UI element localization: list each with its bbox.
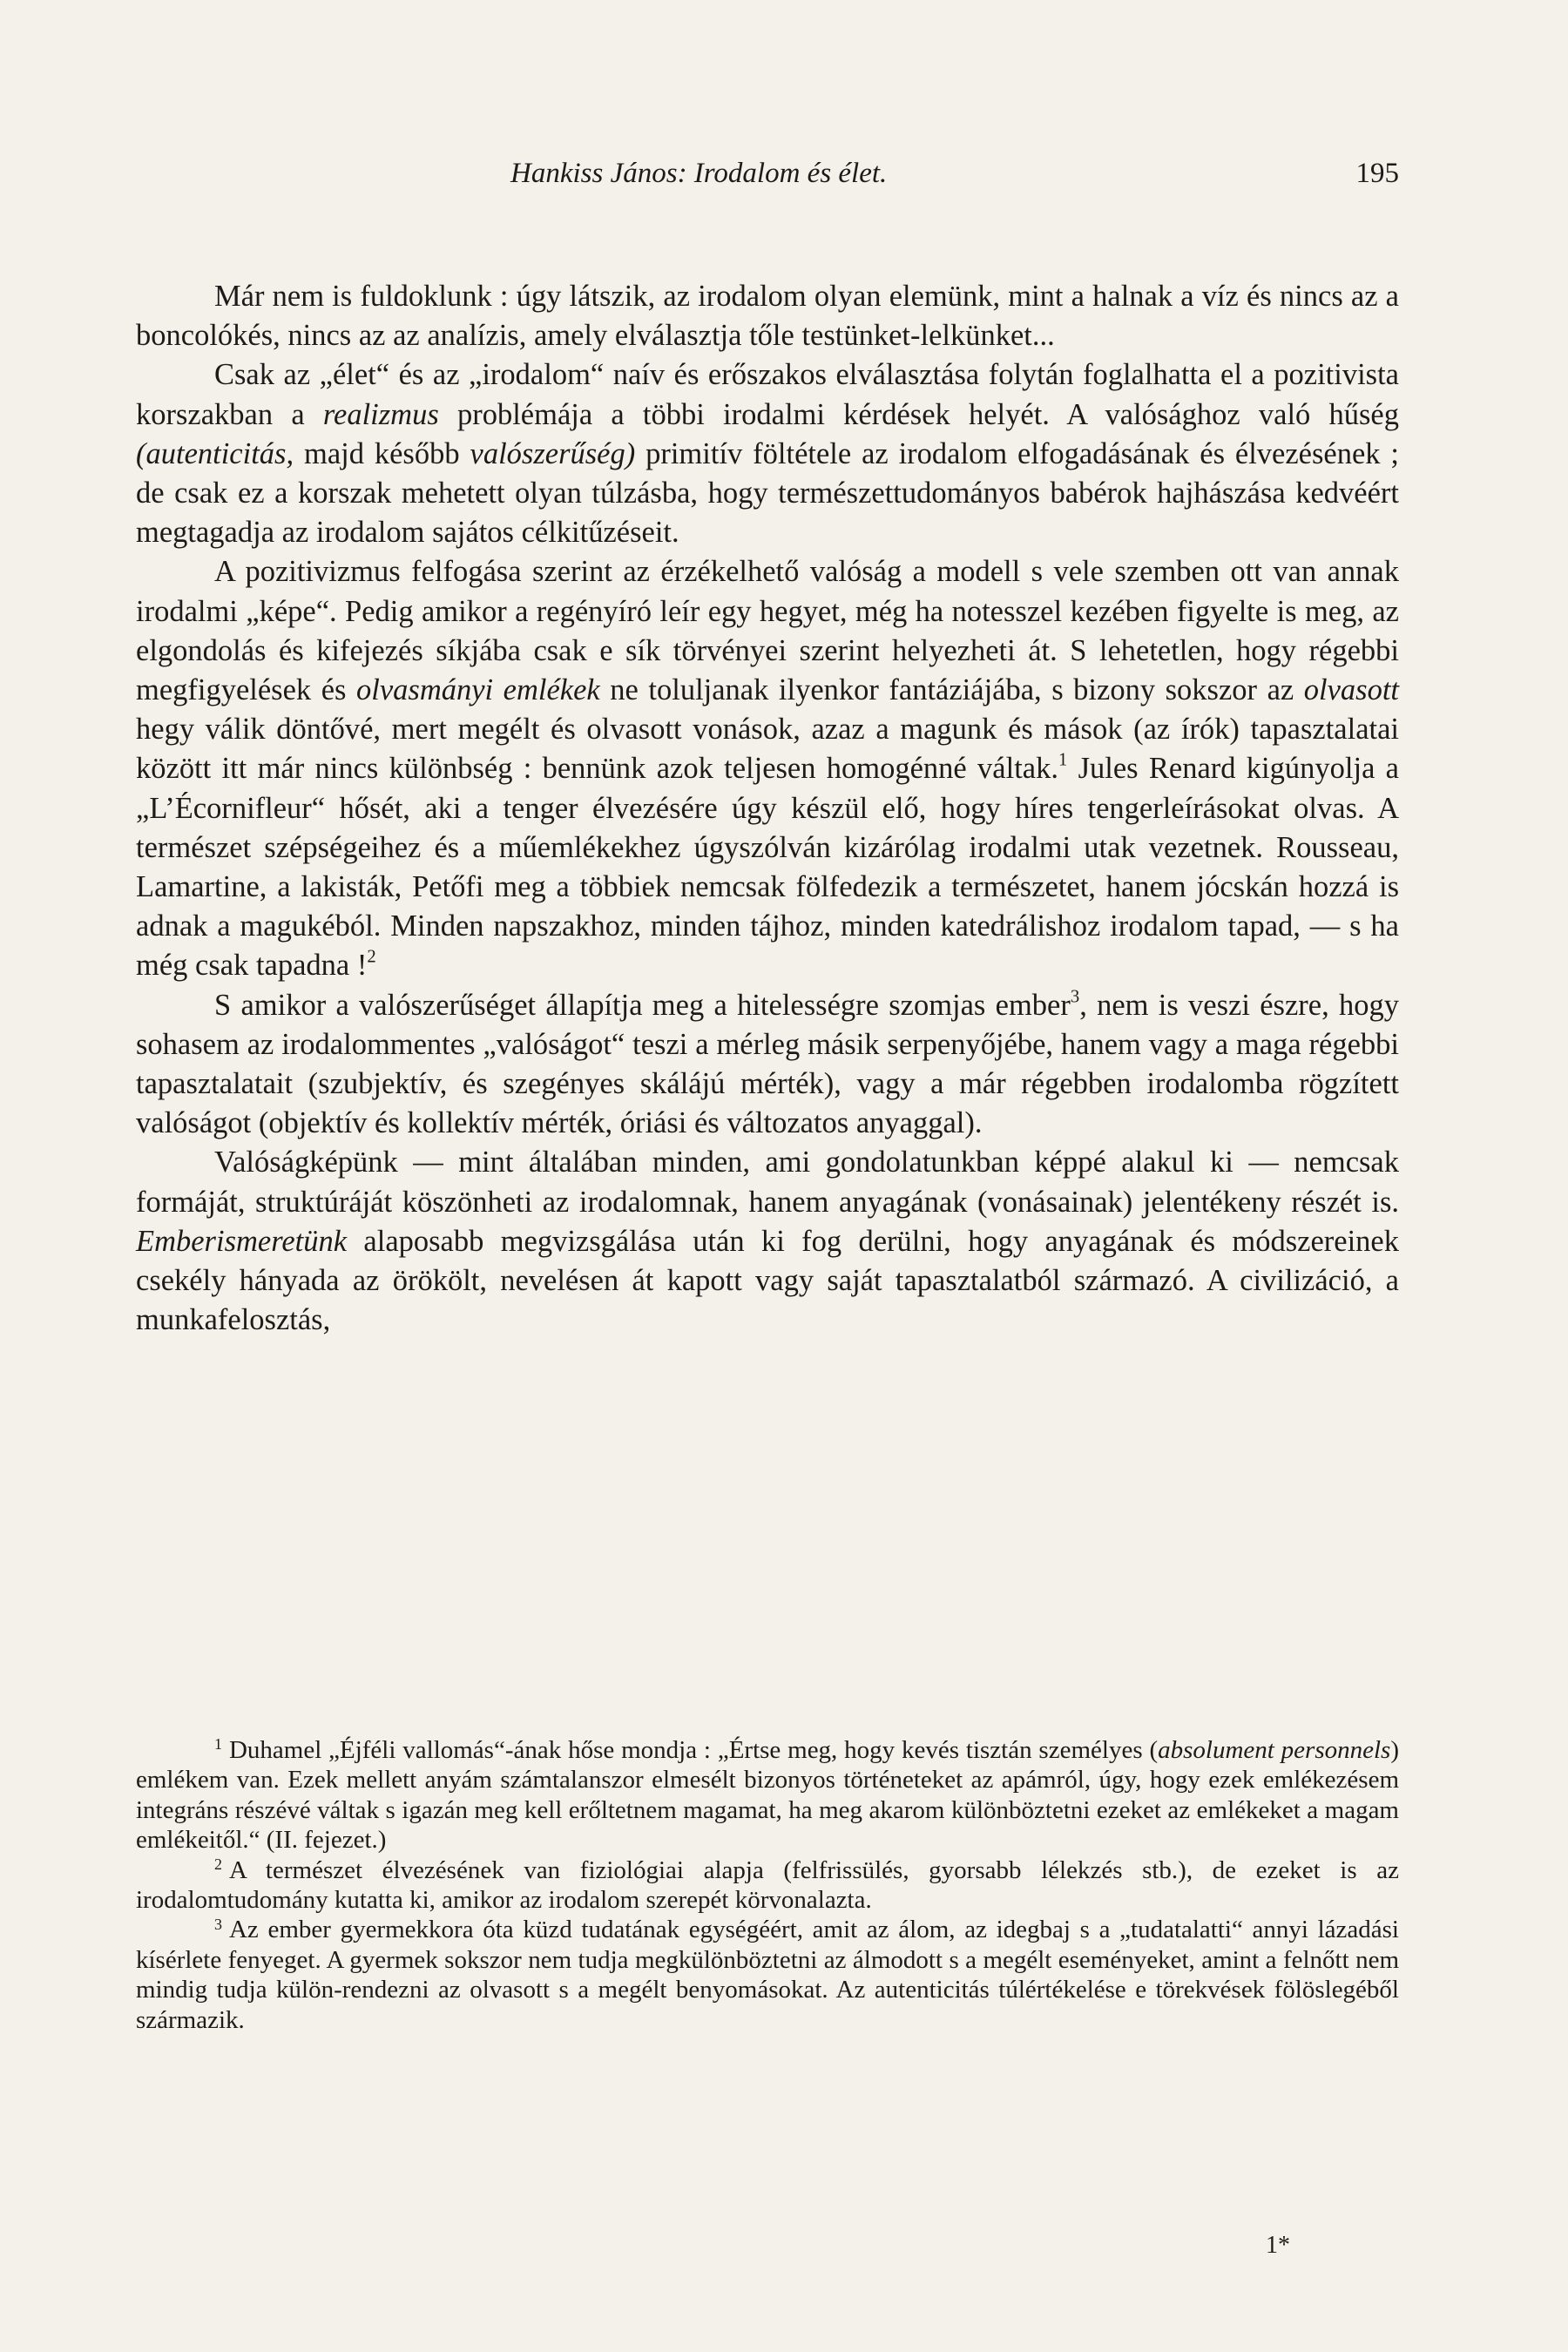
p3-text-c: hegy válik döntővé, mert megélt és olvasott vonások, azaz a magunk és mások (az írók) tapasztalatai között itt már nincs különbség : bennünk azok teljesen homogénné váltak. (136, 713, 1399, 786)
footnote-ref-2: 2 (367, 947, 376, 967)
p2-italic-realizmus: realizmus (322, 397, 439, 431)
footnote-3-mark: 3 (214, 1915, 222, 1933)
paragraph-5 (136, 1143, 1399, 1340)
p2-italic-autenticitas: (autenticitás, (136, 436, 294, 470)
p4-text-a: S amikor a valószerűséget állapítja meg a hitelességre szomjas ember (214, 988, 1071, 1022)
footnote-1-text-a: Duhamel „Éjféli vallomás“-ának hőse mondja : „Értse meg, hogy kevés tisztán személyes ( (228, 1736, 1159, 1764)
footnote-2-text: A természet élvezésének van fiziológiai alapja (felfrissülés, gyorsabb lélekzés stb.), de ezeket is az irodalomtudomány kutatta ki, amikor az irodalom szerepét körvonalazta. (136, 1855, 1399, 1915)
body-text (136, 277, 1399, 1340)
p3-text-d: Jules Renard kigúnyolja a „L’Écornifleur“ hősét, aki a tenger élvezésére úgy készül elő, hogy híres tengerleírásokat olvas. A természet szépségeihez és a műemlékekhez úgyszólván kizárólag irodalmi utak vezetnek. Rousseau, Lamartine, a lakisták, Petőfi meg a többiek nemcsak fölfedezik a természetet, hanem jócskán hozzá is adnak a magukéból. Minden napszakhoz, minden tájhoz, minden katedrálishoz irodalom tapad, — s ha még csak tapadna ! (136, 752, 1399, 983)
printer-signature-mark: 1* (1266, 2232, 1290, 2259)
p3-italic-olvasott: olvasott (1303, 673, 1399, 707)
footnote-2 (136, 1855, 1399, 1916)
paragraph-3 (136, 552, 1399, 985)
p2-text-b: problémája a többi irodalmi kérdések helyét. A valósághoz való hűség (438, 397, 1399, 431)
p5-text-a: Valóságképünk — mint általában minden, ami gondolatunkban képpé alakul ki — nemcsak formáját, struktúráját köszönheti az irodalomnak, hanem anyagának (vonásainak) jelentékeny részét is. (136, 1146, 1399, 1219)
footnote-3-text: Az ember gyermekkora óta küzd tudatának egységéért, amit az álom, az idegbaj s a „tudatalatti“ annyi lázadási kísérlete fenyeget. A gyermek sokszor nem tudja megkülönböztetni az álmodott s a megélt eseményeket, amint a felnőtt nem mindig tudja külön-rendezni az olvasott s a megélt benyomásokat. Az autenticitás túlértékelése e törekvések fölöslegéből származik. (136, 1916, 1399, 2034)
page-number: 195 (1355, 158, 1399, 189)
footnote-1-text-b: ) emlékem van. Ezek mellett anyám számtalanszor elmesélt bizonyos történeteket az apámról, úgy, hogy ezek emlékezésem integráns részévé váltak s igazán meg kell erőltetnem magamat, ha meg akarom különböztetni ezeket az emlékeket a magam emlékeitől.“ (II. fejezet.) (136, 1736, 1400, 1855)
paragraph-4 (136, 986, 1399, 1144)
running-header (136, 152, 1399, 195)
paragraph-1 (136, 277, 1399, 355)
p2-text-d: primitív föltétele az irodalom elfogadásának és élvezésének ; de csak ez a korszak mehetett olyan túlzásba, hogy természettudományos babérok hajhászása kedvéért megtagadja az irodalom sajátos célkitűzéseit. (136, 436, 1399, 550)
footnote-1-italic: absolument personnels (1158, 1736, 1391, 1764)
p2-text-c: majd később (294, 436, 470, 470)
p2-italic-valoszeruseg: valószerűség) (470, 436, 636, 470)
p3-text-b: ne toluljanak ilyenkor fantáziájába, s bizony sokszor az (599, 673, 1304, 707)
footnote-ref-3: 3 (1070, 987, 1080, 1007)
p2-text-a: Csak az „élet“ és az „irodalom“ naív és erőszakos elválasztása folytán foglalhatta el a pozitivista korszakban a (136, 358, 1399, 431)
paragraph-1-text: Már nem is fuldoklunk : úgy látszik, az irodalom olyan elemünk, mint a halnak a víz és nincs az a boncolókés, nincs az az analízis, amely elválasztja tőle testünket-lelkünket... (136, 280, 1399, 353)
running-head-title: Hankiss János: Irodalom és élet. (510, 158, 888, 189)
paragraph-2 (136, 355, 1399, 552)
p5-italic-emberismeretunk: Emberismeretünk (136, 1224, 348, 1258)
footnote-1 (136, 1735, 1399, 1855)
footnote-2-mark: 2 (214, 1855, 222, 1873)
p3-italic-olvasmanyi: olvasmányi emlékek (356, 673, 600, 707)
p5-text-b: alaposabb megvizsgálása után ki fog derülni, hogy anyagának és módszereinek csekély hányada az örökölt, nevelésen át kapott vagy saját tapasztalatból származó. A civilizáció, a munkafelosztás, (136, 1224, 1399, 1337)
p3-text-a: A pozitivizmus felfogása szerint az érzékelhető valóság a modell s vele szemben ott van annak irodalmi „képe“. Pedig amikor a regényíró leír egy hegyet, még ha notesszel kezében figyelte is meg, az elgondolás és kifejezés síkjába csak e sík törvényei szerint helyezheti át. S lehetetlen, hogy régebbi megfigyelések és (136, 555, 1399, 707)
p4-text-b: , nem is veszi észre, hogy sohasem az irodalommentes „valóságot“ teszi a mérleg másik serpenyőjébe, hanem vagy a maga régebbi tapasztalatait (szubjektív, és szegényes skálájú mérték), vagy a már régebben irodalomba rögzített valóságot (objektív és kollektív mérték, óriási és változatos anyaggal). (136, 988, 1399, 1140)
footnotes (136, 1735, 1399, 2035)
footnote-ref-1: 1 (1058, 750, 1068, 770)
footnote-1-mark: 1 (214, 1735, 222, 1754)
footnote-3 (136, 1915, 1399, 2035)
